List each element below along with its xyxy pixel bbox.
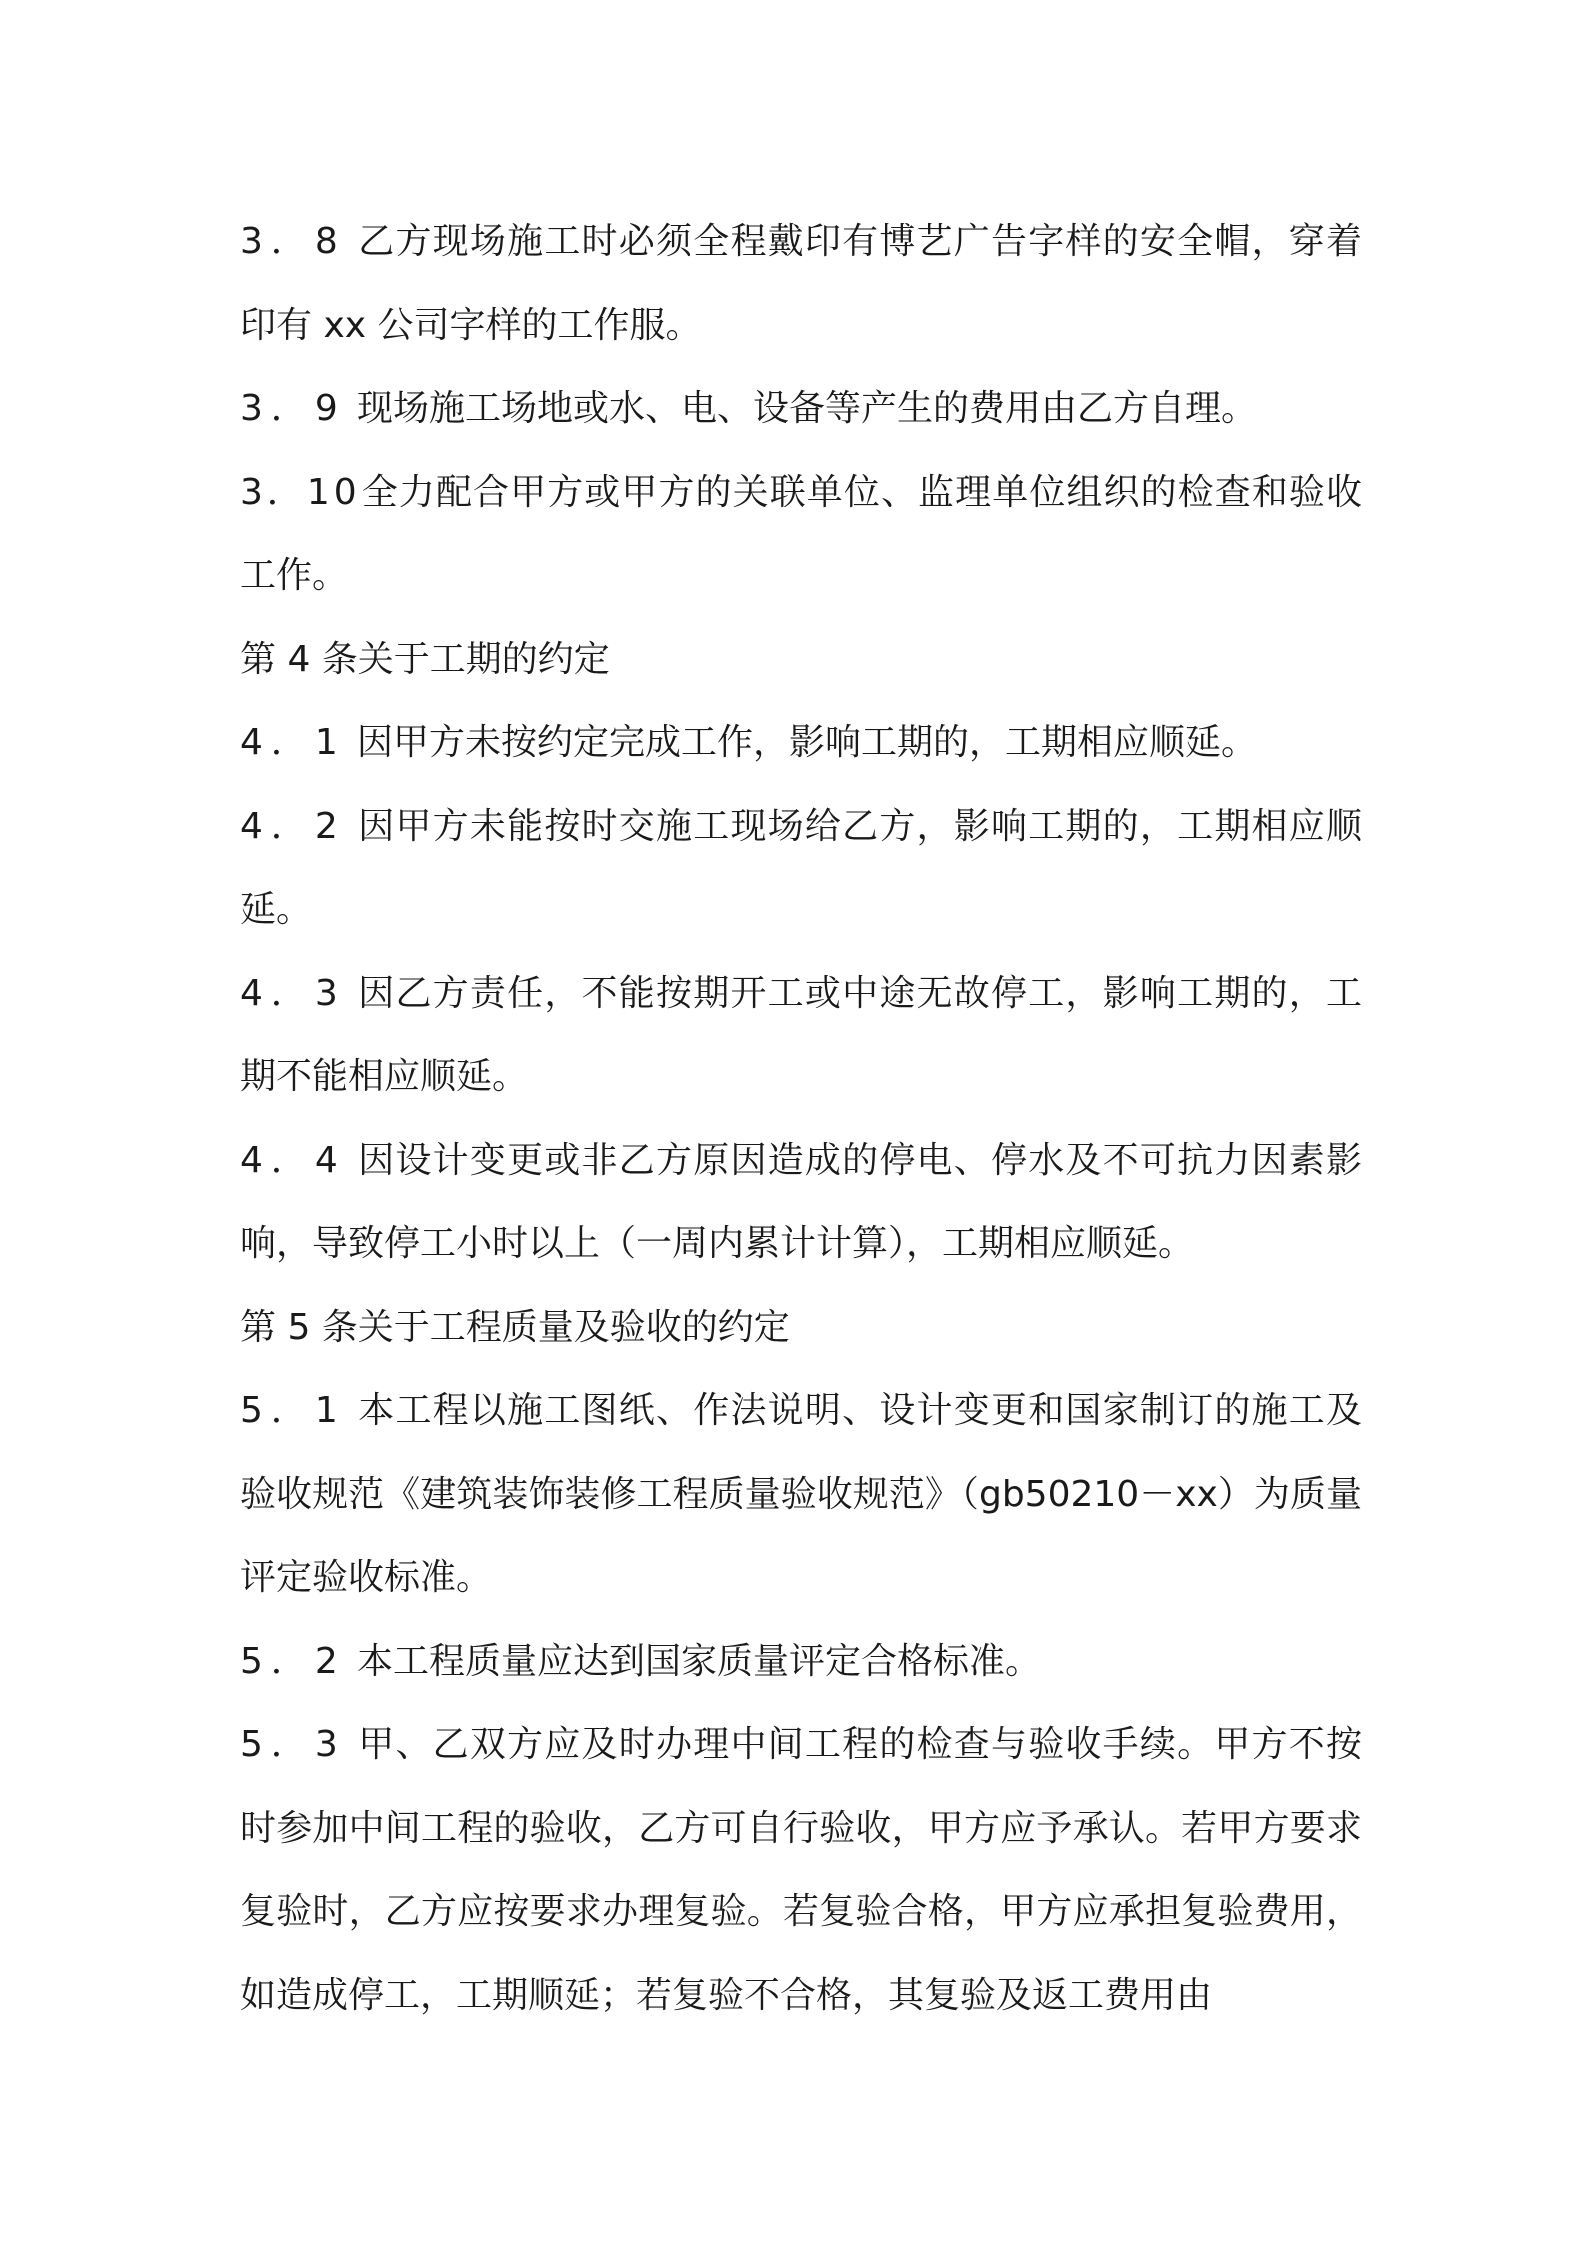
clause-5-2 (240, 1620, 1362, 1704)
section-heading-4 (240, 618, 1362, 702)
clause-number: 5．2 (240, 1640, 346, 1682)
clause-number: 4．3 (240, 972, 346, 1014)
clause-3-8 (240, 200, 1362, 367)
clause-text: 因设计变更或非乙方原因造成的停电、停水及不可抗力因素影响，导致停工小时以上（一周内累计计算），工期相应顺延。 (240, 1139, 1362, 1264)
clause-text: 现场施工场地或水、电、设备等产生的费用由乙方自理。 (357, 388, 1258, 429)
clause-4-1 (240, 701, 1362, 785)
clause-text: 全力配合甲方或甲方的关联单位、监理单位组织的检查和验收工作。 (240, 471, 1362, 596)
section-heading-5 (240, 1286, 1362, 1370)
section-heading-text: 第 5 条关于工程质量及验收的约定 (240, 1306, 790, 1348)
clause-text: 乙方现场施工时必须全程戴印有博艺广告字样的安全帽，穿着印有 xx 公司字样的工作服。 (240, 221, 1362, 346)
clause-number: 3．10 (240, 471, 361, 513)
clause-text: 本工程以施工图纸、作法说明、设计变更和国家制订的施工及验收规范《建筑装饰装修工程质量验收规范》（gb50210－xx）为质量评定验收标准。 (240, 1390, 1362, 1598)
clause-text: 甲、乙双方应及时办理中间工程的检查与验收手续。甲方不按时参加中间工程的验收，乙方可自行验收，甲方应予承认。若甲方要求复验时，乙方应按要求办理复验。若复验合格，甲方应承担复验费用，如造成停工，工期顺延；若复验不合格，其复验及返工费用由 (240, 1724, 1362, 2016)
document-body (240, 200, 1362, 2037)
clause-3-10 (240, 451, 1362, 618)
clause-text: 因甲方未按约定完成工作，影响工期的，工期相应顺延。 (357, 722, 1258, 763)
clause-5-3 (240, 1703, 1362, 2037)
clause-number: 4．1 (240, 722, 346, 763)
section-heading-text: 第 4 条关于工期的约定 (240, 638, 610, 680)
clause-4-3 (240, 952, 1362, 1119)
clause-number: 4．2 (240, 805, 346, 847)
clause-number: 4．4 (240, 1139, 346, 1181)
clause-number: 3．9 (240, 388, 346, 429)
clause-3-9 (240, 367, 1362, 451)
clause-number: 5．3 (240, 1724, 346, 1765)
clause-text: 因乙方责任，不能按期开工或中途无故停工，影响工期的，工期不能相应顺延。 (240, 972, 1362, 1097)
clause-4-2 (240, 785, 1362, 952)
clause-text: 本工程质量应达到国家质量评定合格标准。 (357, 1640, 1042, 1682)
clause-number: 3．8 (240, 221, 346, 262)
clause-4-4 (240, 1119, 1362, 1286)
clause-5-1 (240, 1369, 1362, 1620)
clause-text: 因甲方未能按时交施工现场给乙方，影响工期的，工期相应顺延。 (240, 805, 1362, 930)
clause-number: 5．1 (240, 1390, 346, 1431)
